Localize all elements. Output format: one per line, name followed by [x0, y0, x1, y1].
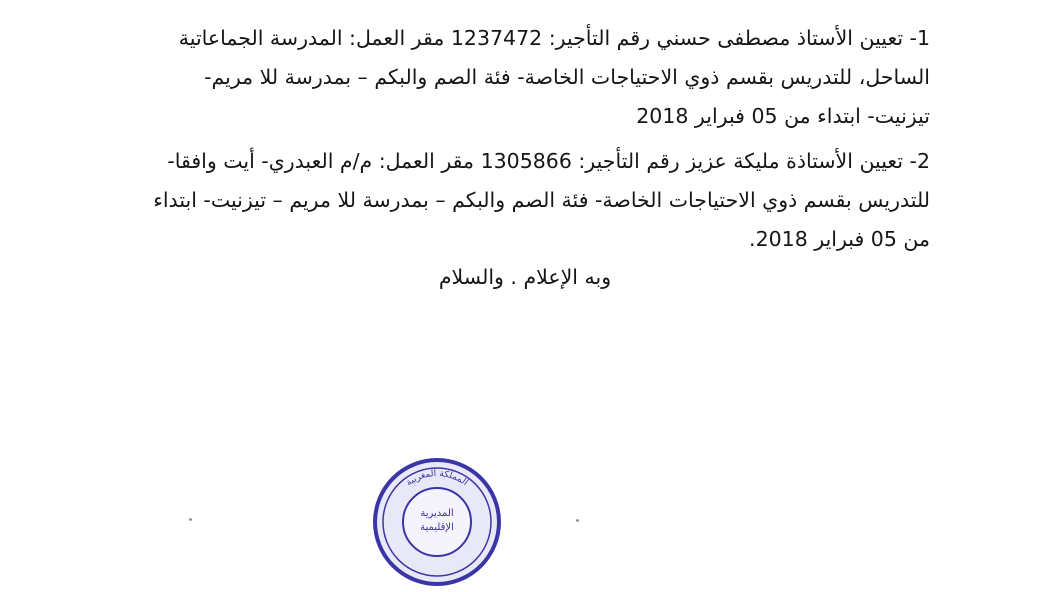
scan-speck — [576, 519, 579, 522]
stamp-center-line1: المديرية — [420, 508, 454, 519]
scan-speck — [189, 518, 192, 521]
item2-line3: من 05 فبراير 2018. — [749, 227, 930, 251]
official-stamp — [367, 452, 507, 592]
closing-line: وبه الإعلام . والسلام — [438, 265, 612, 289]
stamp-ring-text: المملكة المغربية — [404, 468, 470, 489]
stamp-center-line2: الإقليمية — [420, 522, 454, 533]
item1-line2: الساحل، للتدريس بقسم ذوي الاحتياجات الخاصة- فئة الصم والبكم – بمدرسة للا مريم- — [204, 65, 930, 89]
item2-line2: للتدريس بقسم ذوي الاحتياجات الخاصة- فئة الصم والبكم – بمدرسة للا مريم – تيزنيت- ابتداء — [153, 188, 930, 212]
item2-line1: 2- تعيين الأستاذة مليكة عزيز رقم التأجير: 1305866 مقر العمل: م/م العبدري- أيت وافقا- — [167, 149, 930, 173]
item1-line3: تيزنيت- ابتداء من 05 فبراير 2018 — [636, 104, 930, 128]
item1-line1: 1- تعيين الأستاذ مصطفى حسني رقم التأجير: 1237472 مقر العمل: المدرسة الجماعاتية — [178, 26, 930, 50]
